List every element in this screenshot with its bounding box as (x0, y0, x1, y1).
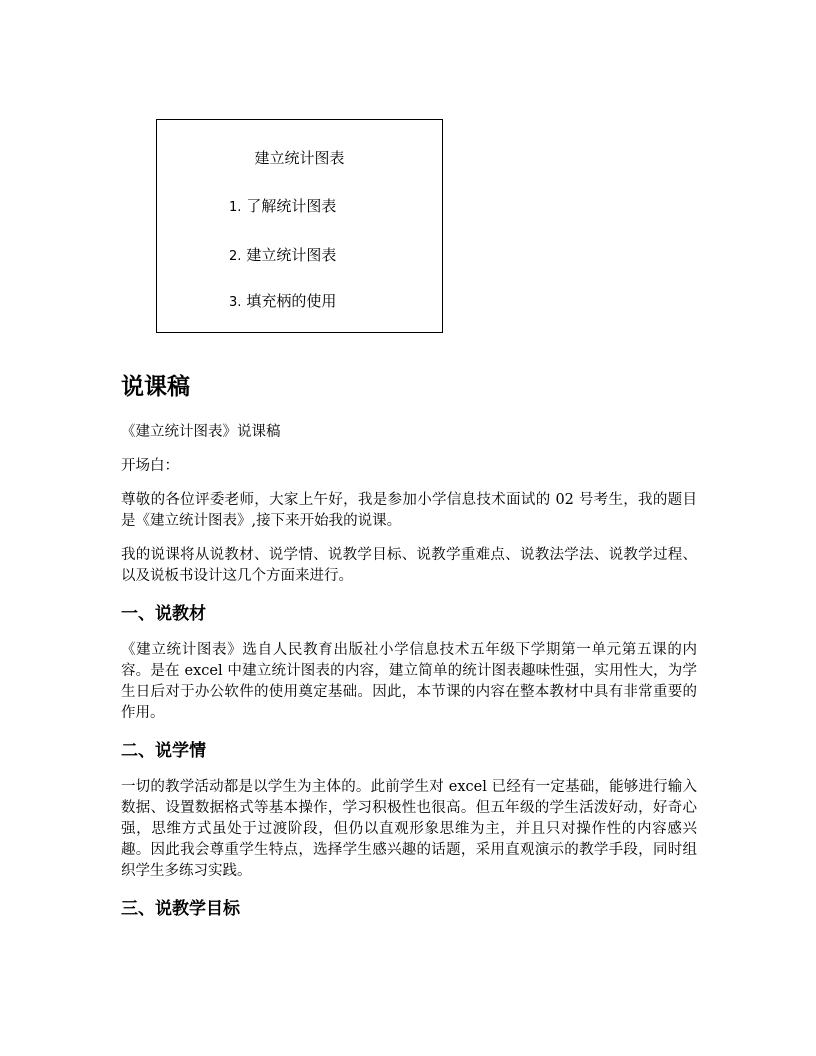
opening-label: 开场白： (121, 458, 179, 474)
document-subtitle: 《建立统计图表》说课稿 (121, 424, 281, 440)
section-body: 《建立统计图表》选自人民教育出版社小学信息技术五年级下学期第一单元第五课的内容。是在 excel 中建立统计图表的内容，建立简单的统计图表趣味性强，实用性大，为学生日后对于办公软件的使用奠定基础。因此，本节课的内容在整本教材中具有非常重要的作用。 (121, 642, 697, 721)
section-body: 一切的教学活动都是以学生为主体的。此前学生对 excel 已经有一定基础，能够进行输入数据、设置数据格式等基本操作，学习积极性也很高。但五年级的学生活泼好动，好奇心强，思维方式虽处于过渡阶段，但仍以直观形象思维为主，并且只对操作性的内容感兴趣。因此我会尊重学生特点，选择学生感兴趣的话题，采用直观演示的教学手段，同时组织学生多练习实践。 (121, 779, 697, 879)
outline-item-text: 建立统计图表 (246, 246, 337, 264)
outline-item-text: 了解统计图表 (246, 197, 337, 215)
outline-item (229, 195, 336, 216)
section-heading: 二、说学情 (121, 741, 206, 761)
document-content (121, 370, 697, 935)
section-heading: 三、说教学目标 (121, 899, 240, 919)
intro-paragraph: 我的说课将从说教材、说学情、说教学目标、说教学重难点、说教法学法、说教学过程、以及说板书设计这几个方面来进行。 (121, 547, 697, 584)
outline-item-number: 2. (229, 249, 242, 264)
outline-item (229, 290, 336, 311)
intro-paragraph: 尊敬的各位评委老师，大家上午好，我是参加小学信息技术面试的 02 号考生，我的题目是《建立统计图表》,接下来开始我的说课。 (121, 492, 697, 529)
outline-title: 建立统计图表 (254, 149, 345, 167)
outline-item-number: 1. (229, 200, 242, 215)
outline-item (229, 244, 336, 265)
outline-item-text: 填充柄的使用 (246, 292, 337, 310)
section-heading: 一、说教材 (121, 604, 206, 624)
document-title: 说课稿 (121, 374, 190, 400)
lesson-outline-box (156, 119, 443, 333)
outline-item-number: 3. (229, 295, 242, 310)
